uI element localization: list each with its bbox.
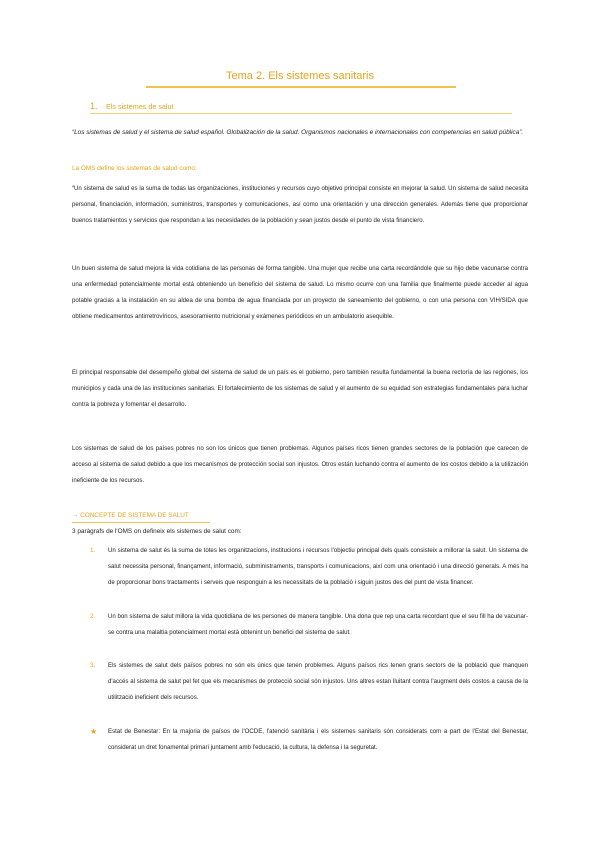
title-underline bbox=[146, 86, 456, 88]
paragraph: El principal responsable del desempeño global del sistema de salud de un país es el gobierno, pero también resulta fundamental la buena rectoría de las regiones, los municipios y cada una de las instituciones sanitarias. El fortalecimiento de los sistemas de salud y el aumento de su equidad son estrategias fundamentales para luchar contra la pobreza y fomentar el desarrollo. bbox=[72, 369, 528, 408]
list-text: Els sistemes de salut dels països pobres no són els únics que tenen problemes. Alguns països rics tenen grans sectors de la població que manquen d'accés al sistema de salut pel fet que els mecanismes de protecció social són injustos. Uns altres estan lluitant contra l'augment dels costos a causa de la utilització ineficient dels recursos. bbox=[108, 662, 528, 701]
list-number: 3. bbox=[90, 662, 96, 669]
list-item bbox=[90, 658, 528, 706]
star-icon: ★ bbox=[90, 727, 98, 736]
oms-heading: La OMS define los sistemas de salud como: bbox=[72, 165, 197, 172]
concept-heading: → CONCEPTE DE SISTEMA DE SALUT bbox=[72, 512, 189, 519]
paragraph: Un buen sistema de salud mejora la vida cotidiana de las personas de forma tangible. Una mujer que recibe una carta recordándole que su hijo debe vacunarse contra una enfermedad potencialmente mortal está obteniendo un beneficio del sistema de salud. Lo mismo ocurre con una familia que finalmente puede acceder al agua potable gracias a la instalación en su aldea de una bomba de agua financiada por un proyecto de saneamiento del gobierno, o con una persona con VIH/SIDA que obtiene medicamentos antirretrovíricos, asesoramiento nutricional y exámenes periódicos en un ambulatorio asequible. bbox=[72, 265, 528, 320]
page-title: Tema 2. Els sistemes sanitaris bbox=[226, 70, 374, 82]
section-underline bbox=[90, 113, 512, 114]
topic-quote: “Los sistemas de salud y el sistema de salud español. Globalización de la salud. Organismos nacionales e internacionales con competencias en salud pública”. bbox=[72, 129, 524, 136]
star-text: Estat de Benestar: En la majoria de països de l'OCDE, l'atenció sanitària i els sistemes sanitaris són considerats com a part de l'Estat del Benestar, considerat un dret fonamental primari juntament amb l'educació, la cultura, la defensa i la seguretat. bbox=[108, 728, 528, 751]
section-title: Els sistemes de salut bbox=[106, 102, 174, 111]
paragraph: Los sistemas de salud de los países pobres no son los únicos que tienen problemas. Algunos países ricos tienen grandes sectores de la población que carecen de acceso al sistema de salud debido a que los mecanismos de protección social son injustos. Otros están luchando contra el aumento de los costos debido a la utilización ineficiente de los recursos. bbox=[72, 445, 528, 484]
list-number: 2. bbox=[90, 613, 96, 620]
star-item bbox=[90, 724, 528, 756]
list-intro: 3 paràgrafs de l'OMS on defineix els sistemes de salut com: bbox=[72, 528, 242, 535]
concept-underline bbox=[72, 522, 210, 523]
list-item bbox=[90, 609, 528, 641]
list-item bbox=[90, 543, 528, 591]
section-number: 1. bbox=[90, 101, 98, 111]
list-text: Un bon sistema de salut millora la vida quotidiana de les persones de manera tangible. Una dona que rep una carta recordant que el seu fill ha de vacunar-se contra una malaltia potencialment mortal està obtenint un benefici del sistema de salut. bbox=[108, 613, 528, 636]
list-number: 1. bbox=[90, 547, 96, 554]
list-text: Un sistema de salut és la suma de totes les organitzacions, institucions i recursos l'objectiu principal dels quals consisteix a millorar la salut. Un sistema de salut necessita personal, finançament, informació, subministraments, transports i comunicacions, així com una orientació i una direcció generals. A més ha de proporcionar bons tractaments i serveis que responguin a les necessitats de la població i siguin justos des del punt de vista financer. bbox=[108, 547, 528, 586]
paragraph: “Un sistema de salud es la suma de todas las organizaciones, instituciones y recursos cuyo objetivo principal consiste en mejorar la salud. Un sistema de salud necesita personal, financiación, información, suministros, transportes y comunicaciones, así como una orientación y una dirección generales. Además tiene que proporcionar buenos tratamientos y servicios que respondan a las necesidades de la población y sean justos desde el punto de vista financiero. bbox=[72, 185, 528, 224]
section-heading bbox=[90, 101, 174, 111]
